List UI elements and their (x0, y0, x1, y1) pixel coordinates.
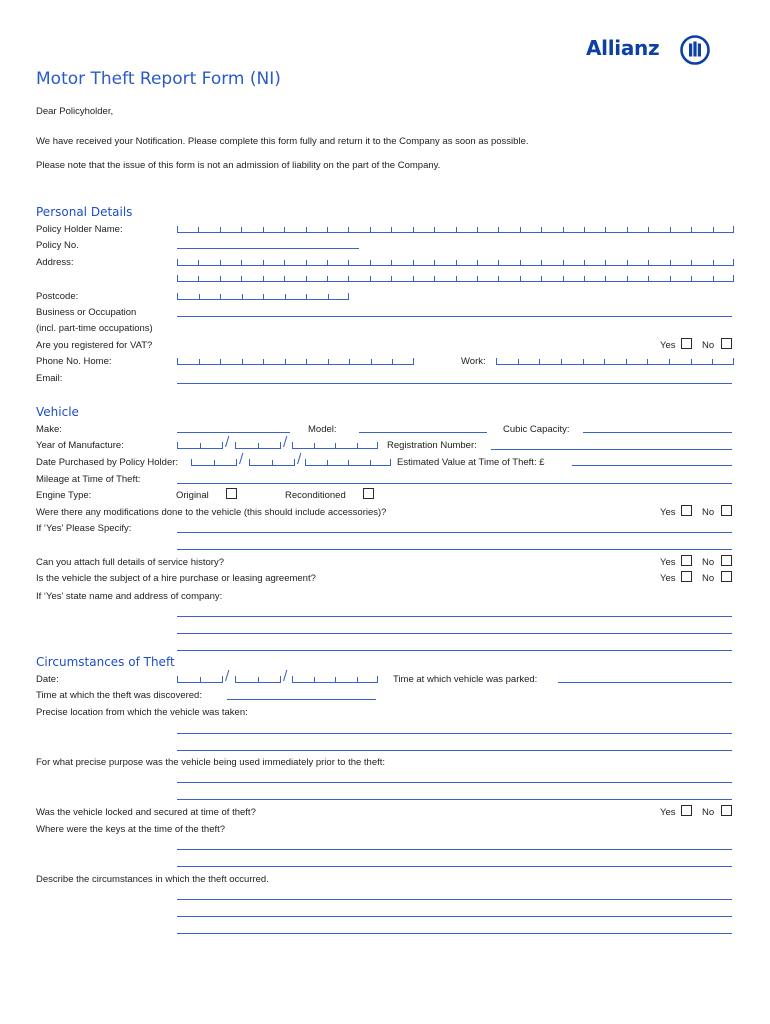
specify-input-1[interactable] (177, 532, 732, 533)
hire-yes-label: Yes (660, 573, 676, 584)
phone-work-input[interactable] (496, 358, 734, 365)
comb-divider (584, 276, 585, 281)
policy-holder-input[interactable] (177, 226, 734, 233)
address-line-2-input[interactable] (177, 275, 734, 282)
estimated-value-input[interactable] (572, 465, 732, 466)
comb-divider (371, 359, 372, 364)
allianz-logo-icon (680, 35, 710, 65)
mods-yes-checkbox[interactable] (681, 505, 692, 516)
date-separator: / (297, 452, 302, 467)
comb-divider (328, 359, 329, 364)
hire-purchase-label: Is the vehicle the subject of a hire purchase or leasing agreement? (36, 573, 316, 584)
keys-input-1[interactable] (177, 849, 732, 850)
section-personal-details: Personal Details (36, 205, 133, 219)
comb-divider (626, 359, 627, 364)
mods-no-checkbox[interactable] (721, 505, 732, 516)
comb-divider (563, 227, 564, 232)
part-time-label: (incl. part-time occupations) (36, 323, 153, 334)
email-label: Email: (36, 373, 63, 384)
engine-reconditioned-label: Reconditioned (285, 490, 346, 501)
comb-divider (348, 276, 349, 281)
date-separator: / (239, 452, 244, 467)
comb-divider (200, 677, 201, 682)
comb-divider (691, 359, 692, 364)
comb-divider (370, 227, 371, 232)
comb-divider (241, 260, 242, 265)
location-input-1[interactable] (177, 733, 732, 734)
comb-divider (434, 260, 435, 265)
comb-divider (583, 359, 584, 364)
cubic-capacity-label: Cubic Capacity: (503, 424, 570, 435)
comb-divider (263, 359, 264, 364)
comb-divider (263, 227, 264, 232)
year-year-input[interactable] (292, 442, 378, 449)
comb-divider (284, 227, 285, 232)
service-yes-label: Yes (660, 557, 676, 568)
comb-divider (242, 359, 243, 364)
engine-original-checkbox[interactable] (226, 488, 237, 499)
policy-no-label: Policy No. (36, 240, 79, 251)
comb-divider (198, 276, 199, 281)
mileage-label: Mileage at Time of Theft: (36, 474, 141, 485)
comb-divider (713, 276, 714, 281)
comb-divider (348, 460, 349, 465)
comb-divider (284, 276, 285, 281)
company-label: If ‘Yes’ state name and address of company: (36, 591, 223, 602)
comb-divider (263, 276, 264, 281)
comb-divider (647, 359, 648, 364)
comb-divider (357, 443, 358, 448)
comb-divider (648, 227, 649, 232)
comb-divider (306, 227, 307, 232)
theft-day-input[interactable] (177, 676, 223, 683)
comb-divider (199, 294, 200, 299)
comb-divider (241, 227, 242, 232)
locked-label: Was the vehicle locked and secured at time of theft? (36, 807, 256, 818)
comb-divider (220, 359, 221, 364)
comb-divider (370, 260, 371, 265)
date-purchased-label: Date Purchased by Policy Holder: (36, 457, 179, 468)
engine-original-label: Original (176, 490, 209, 501)
year-month-input[interactable] (235, 442, 281, 449)
comb-divider (198, 260, 199, 265)
purchase-month-input[interactable] (249, 459, 295, 466)
comb-divider (477, 260, 478, 265)
company-input-1[interactable] (177, 616, 732, 617)
purchase-year-input[interactable] (305, 459, 391, 466)
date-separator: / (225, 435, 230, 450)
phone-work-label: Work: (461, 356, 486, 367)
comb-divider (314, 677, 315, 682)
comb-divider (328, 294, 329, 299)
comb-divider (391, 260, 392, 265)
comb-divider (306, 294, 307, 299)
comb-divider (541, 227, 542, 232)
year-day-input[interactable] (177, 442, 223, 449)
comb-divider (413, 260, 414, 265)
theft-year-input[interactable] (292, 676, 378, 683)
comb-divider (263, 294, 264, 299)
comb-divider (691, 260, 692, 265)
comb-divider (670, 227, 671, 232)
vat-label: Are you registered for VAT? (36, 340, 153, 351)
comb-divider (456, 276, 457, 281)
make-label: Make: (36, 424, 62, 435)
date-separator: / (283, 435, 288, 450)
mileage-input[interactable] (177, 483, 732, 484)
comb-divider (605, 260, 606, 265)
comb-divider (348, 260, 349, 265)
registration-label: Registration Number: (387, 440, 477, 451)
comb-divider (713, 260, 714, 265)
comb-divider (456, 260, 457, 265)
time-parked-label: Time at which vehicle was parked: (393, 674, 538, 685)
service-no-checkbox[interactable] (721, 555, 732, 566)
location-input-2[interactable] (177, 750, 732, 751)
business-input[interactable] (177, 316, 732, 317)
describe-input-3[interactable] (177, 933, 732, 934)
address-label: Address: (36, 257, 74, 268)
date-separator: / (283, 669, 288, 684)
specify-input-2[interactable] (177, 549, 732, 550)
comb-divider (327, 260, 328, 265)
comb-divider (520, 227, 521, 232)
comb-divider (648, 276, 649, 281)
location-label: Precise location from which the vehicle was taken: (36, 707, 248, 718)
comb-divider (258, 443, 259, 448)
theft-date-label: Date: (36, 674, 59, 685)
comb-divider (370, 276, 371, 281)
comb-divider (327, 460, 328, 465)
comb-divider (335, 443, 336, 448)
comb-divider (604, 359, 605, 364)
comb-divider (713, 227, 714, 232)
company-input-3[interactable] (177, 650, 732, 651)
hire-no-label: No (702, 573, 715, 584)
comb-divider (456, 227, 457, 232)
comb-divider (627, 260, 628, 265)
modifications-label: Were there any modifications done to the vehicle (this should include accessories)? (36, 507, 387, 518)
comb-divider (561, 359, 562, 364)
section-vehicle: Vehicle (36, 405, 79, 419)
postcode-input[interactable] (177, 293, 349, 300)
comb-divider (391, 227, 392, 232)
intro-paragraph: We have received your Notification. Please complete this form fully and return it to the Company as soon as possible. (36, 136, 529, 147)
comb-divider (670, 260, 671, 265)
comb-divider (670, 276, 671, 281)
describe-input-1[interactable] (177, 899, 732, 900)
hire-no-checkbox[interactable] (721, 571, 732, 582)
comb-divider (357, 677, 358, 682)
cubic-capacity-input[interactable] (583, 432, 732, 433)
comb-divider (335, 677, 336, 682)
comb-divider (434, 227, 435, 232)
comb-divider (413, 276, 414, 281)
postcode-label: Postcode: (36, 291, 79, 302)
comb-divider (258, 677, 259, 682)
model-label: Model: (308, 424, 337, 435)
mods-no-label: No (702, 507, 715, 518)
address-line-1-input[interactable] (177, 259, 734, 266)
comb-divider (370, 460, 371, 465)
locked-no-label: No (702, 807, 715, 818)
comb-divider (306, 276, 307, 281)
purchase-day-input[interactable] (191, 459, 237, 466)
comb-divider (584, 227, 585, 232)
comb-divider (272, 460, 273, 465)
comb-divider (220, 294, 221, 299)
phone-home-label: Phone No. Home: (36, 356, 112, 367)
comb-divider (498, 260, 499, 265)
comb-divider (391, 276, 392, 281)
disclaimer-paragraph: Please note that the issue of this form is not an admission of liability on the part of the Company. (36, 160, 441, 171)
section-circumstances: Circumstances of Theft (36, 655, 175, 669)
vat-no-checkbox[interactable] (721, 338, 732, 349)
comb-divider (605, 227, 606, 232)
vat-no-label: No (702, 340, 715, 351)
comb-divider (413, 227, 414, 232)
comb-divider (349, 359, 350, 364)
purpose-label: For what precise purpose was the vehicle being used immediately prior to the theft: (36, 757, 386, 768)
locked-yes-label: Yes (660, 807, 676, 818)
theft-month-input[interactable] (235, 676, 281, 683)
date-separator: / (225, 669, 230, 684)
phone-home-input[interactable] (177, 358, 414, 365)
comb-divider (198, 227, 199, 232)
time-parked-input[interactable] (558, 682, 732, 683)
vat-yes-checkbox[interactable] (681, 338, 692, 349)
comb-divider (214, 460, 215, 465)
comb-divider (520, 260, 521, 265)
comb-divider (241, 276, 242, 281)
service-history-label: Can you attach full details of service history? (36, 557, 224, 568)
keys-input-2[interactable] (177, 866, 732, 867)
comb-divider (220, 276, 221, 281)
engine-type-label: Engine Type: (36, 490, 92, 501)
model-input[interactable] (359, 432, 487, 433)
estimated-value-label: Estimated Value at Time of Theft: £ (397, 457, 545, 468)
business-label: Business or Occupation (36, 307, 137, 318)
comb-divider (541, 276, 542, 281)
email-input[interactable] (177, 383, 732, 384)
comb-divider (285, 294, 286, 299)
purpose-input-1[interactable] (177, 782, 732, 783)
comb-divider (434, 276, 435, 281)
describe-label: Describe the circumstances in which the theft occurred. (36, 874, 269, 885)
page-title: Motor Theft Report Form (NI) (36, 69, 281, 89)
service-yes-checkbox[interactable] (681, 555, 692, 566)
comb-divider (348, 227, 349, 232)
comb-divider (539, 359, 540, 364)
comb-divider (200, 443, 201, 448)
comb-divider (498, 276, 499, 281)
describe-input-2[interactable] (177, 916, 732, 917)
comb-divider (584, 260, 585, 265)
specify-label: If ‘Yes’ Please Specify: (36, 523, 132, 534)
comb-divider (220, 260, 221, 265)
year-label: Year of Manufacture: (36, 440, 124, 451)
comb-divider (605, 276, 606, 281)
comb-divider (285, 359, 286, 364)
comb-divider (541, 260, 542, 265)
comb-divider (691, 227, 692, 232)
comb-divider (520, 276, 521, 281)
comb-divider (306, 359, 307, 364)
comb-divider (712, 359, 713, 364)
comb-divider (327, 276, 328, 281)
comb-divider (498, 227, 499, 232)
comb-divider (242, 294, 243, 299)
hire-yes-checkbox[interactable] (681, 571, 692, 582)
mods-yes-label: Yes (660, 507, 676, 518)
comb-divider (563, 276, 564, 281)
registration-input[interactable] (491, 449, 732, 450)
comb-divider (284, 260, 285, 265)
locked-no-checkbox[interactable] (721, 805, 732, 816)
comb-divider (627, 227, 628, 232)
comb-divider (648, 260, 649, 265)
comb-divider (306, 260, 307, 265)
comb-divider (477, 227, 478, 232)
comb-divider (220, 227, 221, 232)
comb-divider (669, 359, 670, 364)
comb-divider (263, 260, 264, 265)
comb-divider (392, 359, 393, 364)
allianz-logo-text: Allianz (586, 36, 660, 60)
company-input-2[interactable] (177, 633, 732, 634)
greeting: Dear Policyholder, (36, 106, 114, 117)
comb-divider (477, 276, 478, 281)
comb-divider (691, 276, 692, 281)
comb-divider (518, 359, 519, 364)
locked-yes-checkbox[interactable] (681, 805, 692, 816)
comb-divider (563, 260, 564, 265)
comb-divider (327, 227, 328, 232)
comb-divider (314, 443, 315, 448)
service-no-label: No (702, 557, 715, 568)
make-input[interactable] (177, 432, 290, 433)
purpose-input-2[interactable] (177, 799, 732, 800)
time-discovered-label: Time at which the theft was discovered: (36, 690, 202, 701)
keys-label: Where were the keys at the time of the theft? (36, 824, 226, 835)
time-discovered-input[interactable] (227, 699, 376, 700)
comb-divider (199, 359, 200, 364)
comb-divider (627, 276, 628, 281)
vat-yes-label: Yes (660, 340, 676, 351)
engine-reconditioned-checkbox[interactable] (363, 488, 374, 499)
policy-holder-label: Policy Holder Name: (36, 224, 123, 235)
policy-no-input[interactable] (177, 248, 359, 249)
